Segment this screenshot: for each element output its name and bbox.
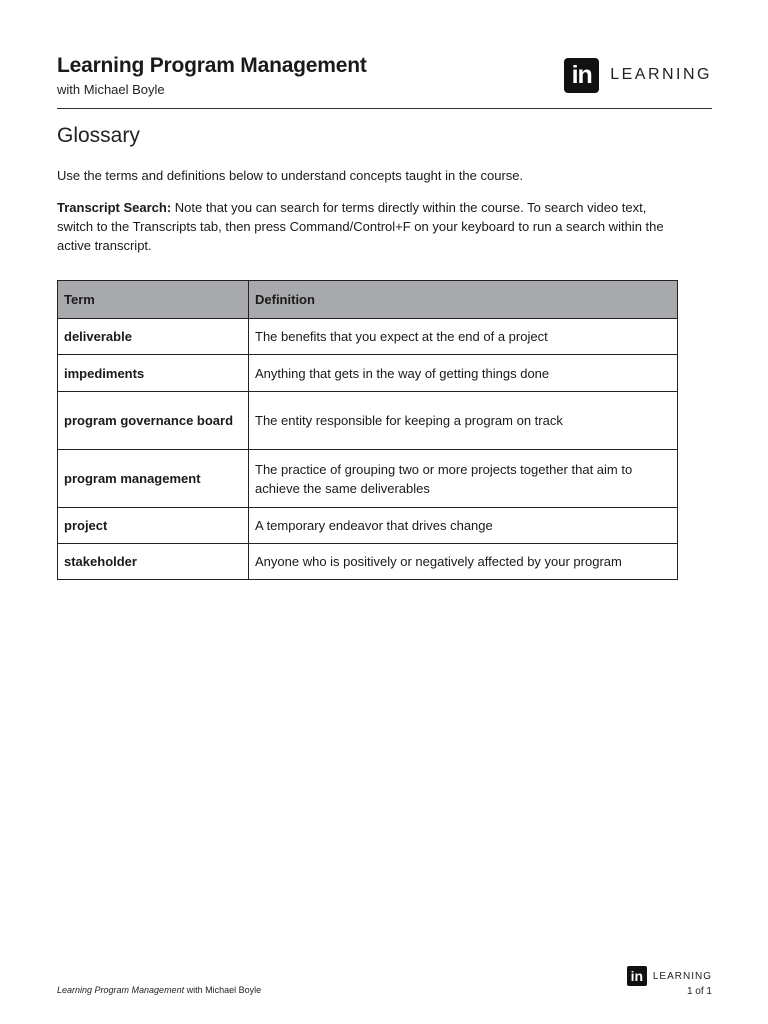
term-cell: deliverable xyxy=(58,319,249,355)
document-header xyxy=(57,54,712,109)
table-row xyxy=(58,544,678,580)
table-row xyxy=(58,508,678,544)
definition-cell: The benefits that you expect at the end of a project xyxy=(249,319,678,355)
table-row xyxy=(58,355,678,392)
definition-cell: Anything that gets in the way of getting things done xyxy=(249,355,678,392)
footer-linkedin-in-icon: in xyxy=(627,966,647,986)
glossary-table xyxy=(57,280,678,580)
table-row xyxy=(58,392,678,450)
brand-wordmark: LEARNING xyxy=(610,66,712,83)
section-title: Glossary xyxy=(57,124,140,147)
definition-cell: The practice of grouping two or more projects together that aim to achieve the same deliverables xyxy=(249,450,678,508)
term-column-header: Term xyxy=(58,281,249,319)
definition-cell: The entity responsible for keeping a program on track xyxy=(249,392,678,450)
footer-course-credit xyxy=(57,985,261,995)
table-row xyxy=(58,450,678,508)
course-title: Learning Program Management xyxy=(57,54,367,77)
note-text: Note that you can search for terms directly within the course. To search video text, switch to the Transcripts tab, then press Command/Control+F on your keyboard to run a search within the active transcript. xyxy=(57,200,664,253)
footer-brand-wordmark: LEARNING xyxy=(652,970,712,982)
footer-author: with Michael Boyle xyxy=(186,985,262,995)
note-label: Transcript Search: xyxy=(57,200,172,215)
term-cell: program governance board xyxy=(58,392,249,450)
transcript-search-note xyxy=(57,198,677,255)
table-header-row xyxy=(58,281,678,319)
page-number: 1 of 1 xyxy=(686,986,712,997)
term-cell: project xyxy=(58,508,249,544)
footer-logo xyxy=(627,966,712,986)
course-author: with Michael Boyle xyxy=(57,82,165,97)
linkedin-in-icon: in xyxy=(564,58,599,93)
definition-cell: Anyone who is positively or negatively affected by your program xyxy=(249,544,678,580)
definition-column-header: Definition xyxy=(249,281,678,319)
linkedin-learning-logo xyxy=(564,57,712,93)
table-row xyxy=(58,319,678,355)
term-cell: program management xyxy=(58,450,249,508)
intro-paragraph: Use the terms and definitions below to understand concepts taught in the course. xyxy=(57,168,524,183)
footer-course-title: Learning Program Management xyxy=(57,985,185,995)
term-cell: impediments xyxy=(58,355,249,392)
definition-cell: A temporary endeavor that drives change xyxy=(249,508,678,544)
term-cell: stakeholder xyxy=(58,544,249,580)
